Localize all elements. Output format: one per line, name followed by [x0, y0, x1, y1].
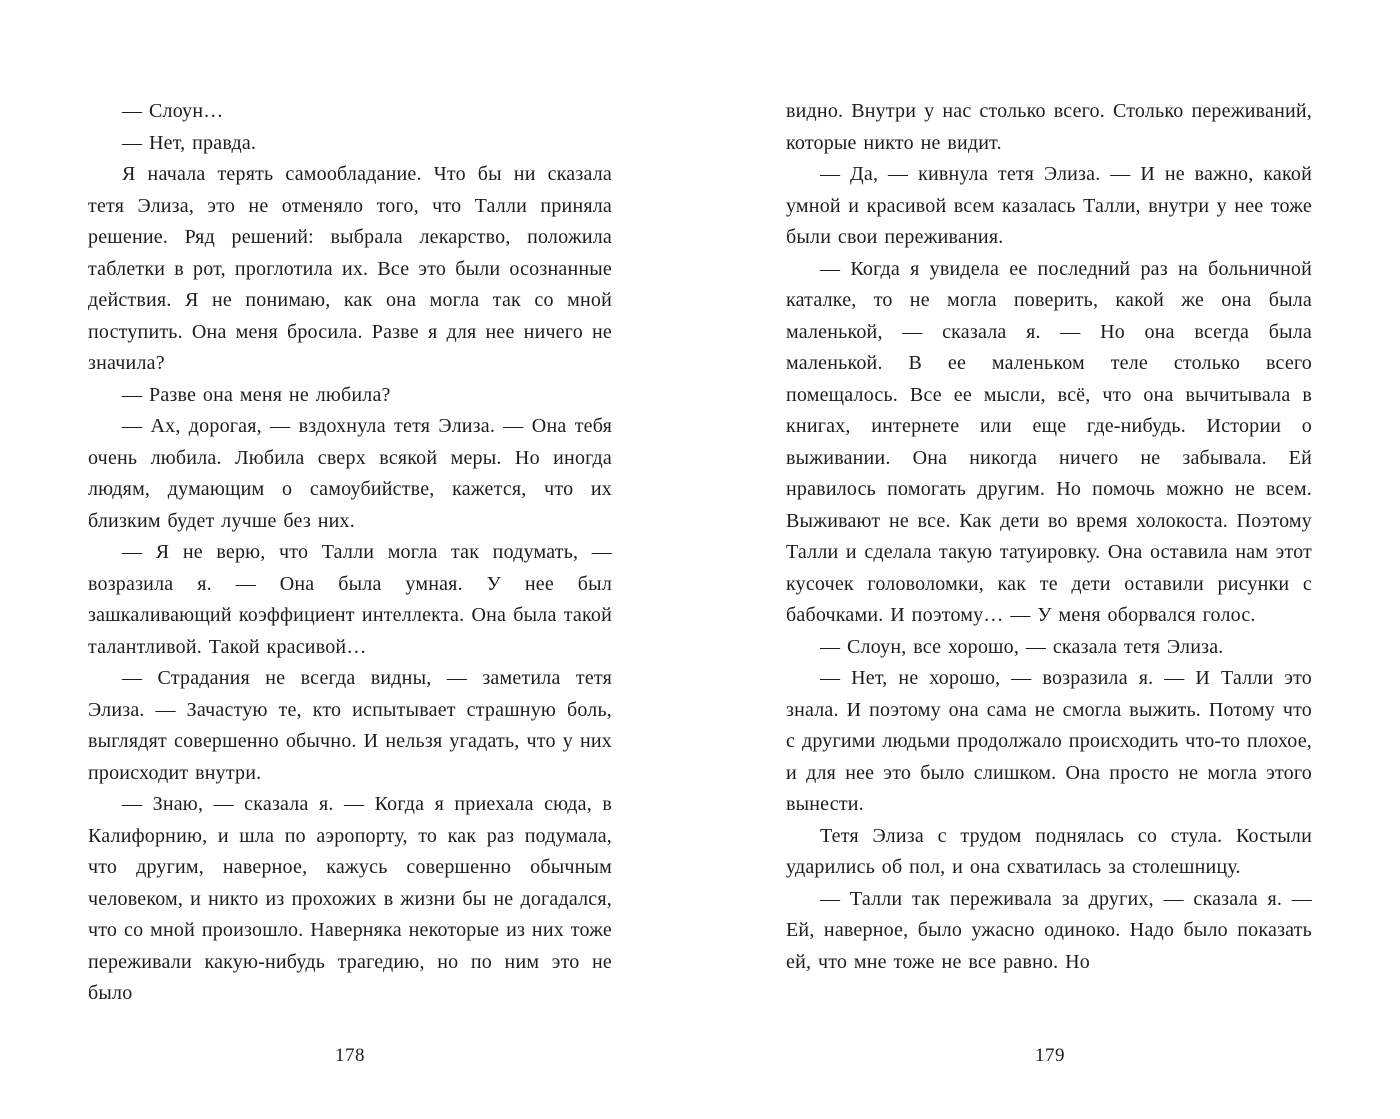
paragraph: — Я не верю, что Талли могла так подумать, — возразила я. — Она была умная. У нее был зашкаливающий коэффициент интеллекта. Она была такой талантливой. Такой красивой…	[88, 541, 612, 658]
paragraph: — Нет, не хорошо, — возразила я. — И Талли это знала. И поэтому она сама не смогла выжить. Потому что с другими людьми продолжало происходить что-то плохое, и для нее это было слишком. Она просто не могла этого вынести.	[786, 667, 1312, 815]
paragraph: — Талли так переживала за других, — сказала я. — Ей, наверное, было ужасно одиноко. Надо было показать ей, что мне тоже не все равно. Но	[786, 887, 1312, 973]
paragraph-continuation: видно. Внутри у нас столько всего. Столько переживаний, которые никто не видит.	[786, 100, 1312, 154]
left-page-text	[88, 96, 612, 1010]
paragraph: — Разве она меня не любила?	[122, 383, 391, 406]
paragraph: — Слоун…	[122, 100, 224, 122]
paragraph: — Когда я увидела ее последний раз на больничной каталке, то не могла поверить, какой же она была маленькой, — сказала я. — Но она всегда была маленькой. В ее маленьком теле столько всего помещалось. Все ее мысли, всё, что она вычитывала в книгах, интернете или еще где-нибудь. Истории о выживании. Она никогда ничего не забывала. Ей нравилось помогать другим. Но помочь можно не всем. Выживают не все. Как дети во время холокоста. Поэтому Талли и сделала такую татуировку. Она оставила нам этот кусочек головоломки, как те дети оставили рисунки с бабочками. И поэтому… — У меня оборвался голос.	[786, 257, 1312, 626]
right-page-text	[786, 96, 1312, 978]
paragraph: — Знаю, — сказала я. — Когда я приехала сюда, в Калифорнию, и шла по аэропорту, то как раз подумала, что другим, наверное, кажусь совершенно обычным человеком, и никто из прохожих в жизни бы не догадался, что со мной произошло. Наверняка некоторые из них тоже переживали какую-нибудь трагедию, но по ним это не было	[88, 793, 612, 1004]
paragraph: — Ах, дорогая, — вздохнула тетя Элиза. — Она тебя очень любила. Любила сверх всякой меры. Но иногда людям, думающим о самоубийстве, кажется, что их близким будет лучше без них.	[88, 415, 612, 532]
paragraph: — Да, — кивнула тетя Элиза. — И не важно, какой умной и красивой всем казалась Талли, внутри у нее тоже были свои переживания.	[786, 163, 1312, 248]
left-page-number: 178	[335, 1045, 365, 1066]
right-page-number: 179	[1035, 1045, 1065, 1066]
right-page	[700, 0, 1400, 1119]
paragraph: — Слоун, все хорошо, — сказала тетя Элиза.	[820, 635, 1224, 658]
paragraph: Тетя Элиза с трудом поднялась со стула. Костыли ударились об пол, и она схватилась за столешницу.	[786, 824, 1312, 878]
paragraph: — Нет, правда.	[122, 131, 257, 154]
paragraph: — Страдания не всегда видны, — заметила тетя Элиза. — Зачастую те, кто испытывает страшную боль, выглядят совершенно обычно. И нельзя угадать, что у них происходит внутри.	[88, 667, 612, 784]
paragraph: Я начала терять самообладание. Что бы ни сказала тетя Элиза, это не отменяло того, что Талли приняла решение. Ряд решений: выбрала лекарство, положила таблетки в рот, проглотила их. Все это были осознанные действия. Я не понимаю, как она могла так со мной поступить. Она меня бросила. Разве я для нее ничего не значила?	[88, 163, 612, 374]
